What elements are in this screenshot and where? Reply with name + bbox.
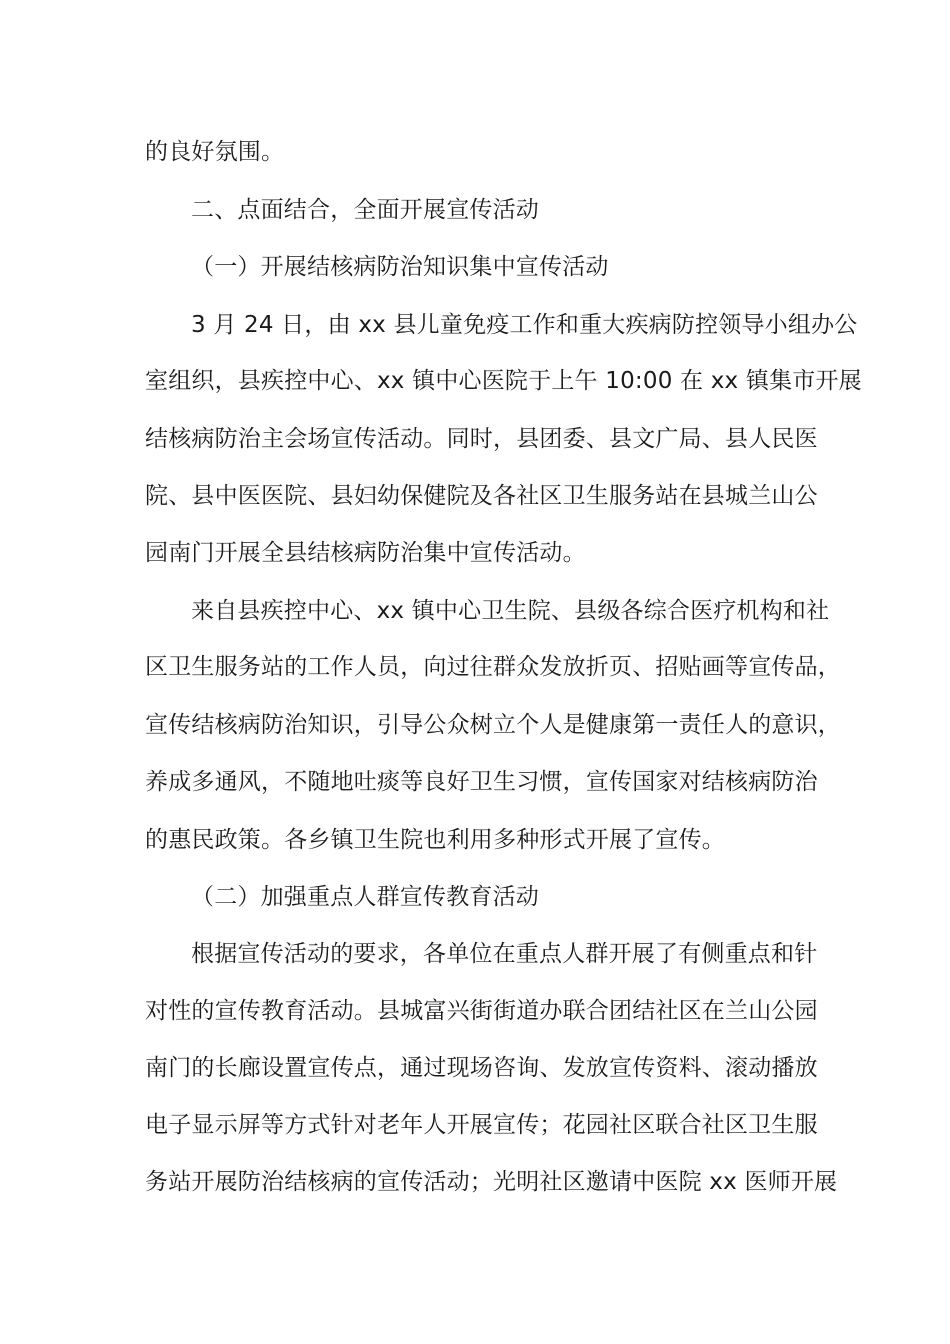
text-line: 结核病防治主会场宣传活动。同时，县团委、县文广局、县人民医 <box>145 426 818 452</box>
text-line: 来自县疾控中心、xx 镇中心卫生院、县级各综合医疗机构和社 <box>191 598 830 624</box>
subsection-heading: （一）开展结核病防治知识集中宣传活动 <box>191 254 609 280</box>
text-line: 的良好氛围。 <box>145 139 285 165</box>
subsection-heading: （二）加强重点人群宣传教育活动 <box>191 884 539 910</box>
text-line: 南门的长廊设置宣传点，通过现场咨询、发放宣传资料、滚动播放 <box>145 1055 818 1081</box>
text-line: 养成多通风，不随地吐痰等良好卫生习惯，宣传国家对结核病防治 <box>145 769 818 795</box>
text-line: 3 月 24 日，由 xx 县儿童免疫工作和重大疾病防控领导小组办公 <box>191 312 858 338</box>
section-heading: 二、点面结合，全面开展宣传活动 <box>191 197 539 223</box>
text-line: 的惠民政策。各乡镇卫生院也利用多种形式开展了宣传。 <box>145 827 725 853</box>
text-line: 院、县中医医院、县妇幼保健院及各社区卫生服务站在县城兰山公 <box>145 483 818 509</box>
text-line: 对性的宣传教育活动。县城富兴街街道办联合团结社区在兰山公园 <box>145 998 818 1024</box>
text-line: 区卫生服务站的工作人员，向过往群众发放折页、招贴画等宣传品， <box>145 654 841 680</box>
text-line: 务站开展防治结核病的宣传活动；光明社区邀请中医院 xx 医师开展 <box>145 1169 838 1195</box>
text-line: 根据宣传活动的要求，各单位在重点人群开展了有侧重点和针 <box>191 941 818 967</box>
text-line: 宣传结核病防治知识，引导公众树立个人是健康第一责任人的意识， <box>145 712 841 738</box>
text-line: 园南门开展全县结核病防治集中宣传活动。 <box>145 540 586 566</box>
text-line: 电子显示屏等方式针对老年人开展宣传；花园社区联合社区卫生服 <box>145 1112 818 1138</box>
text-line: 室组织，县疾控中心、xx 镇中心医院于上午 10:00 在 xx 镇集市开展 <box>145 368 862 394</box>
